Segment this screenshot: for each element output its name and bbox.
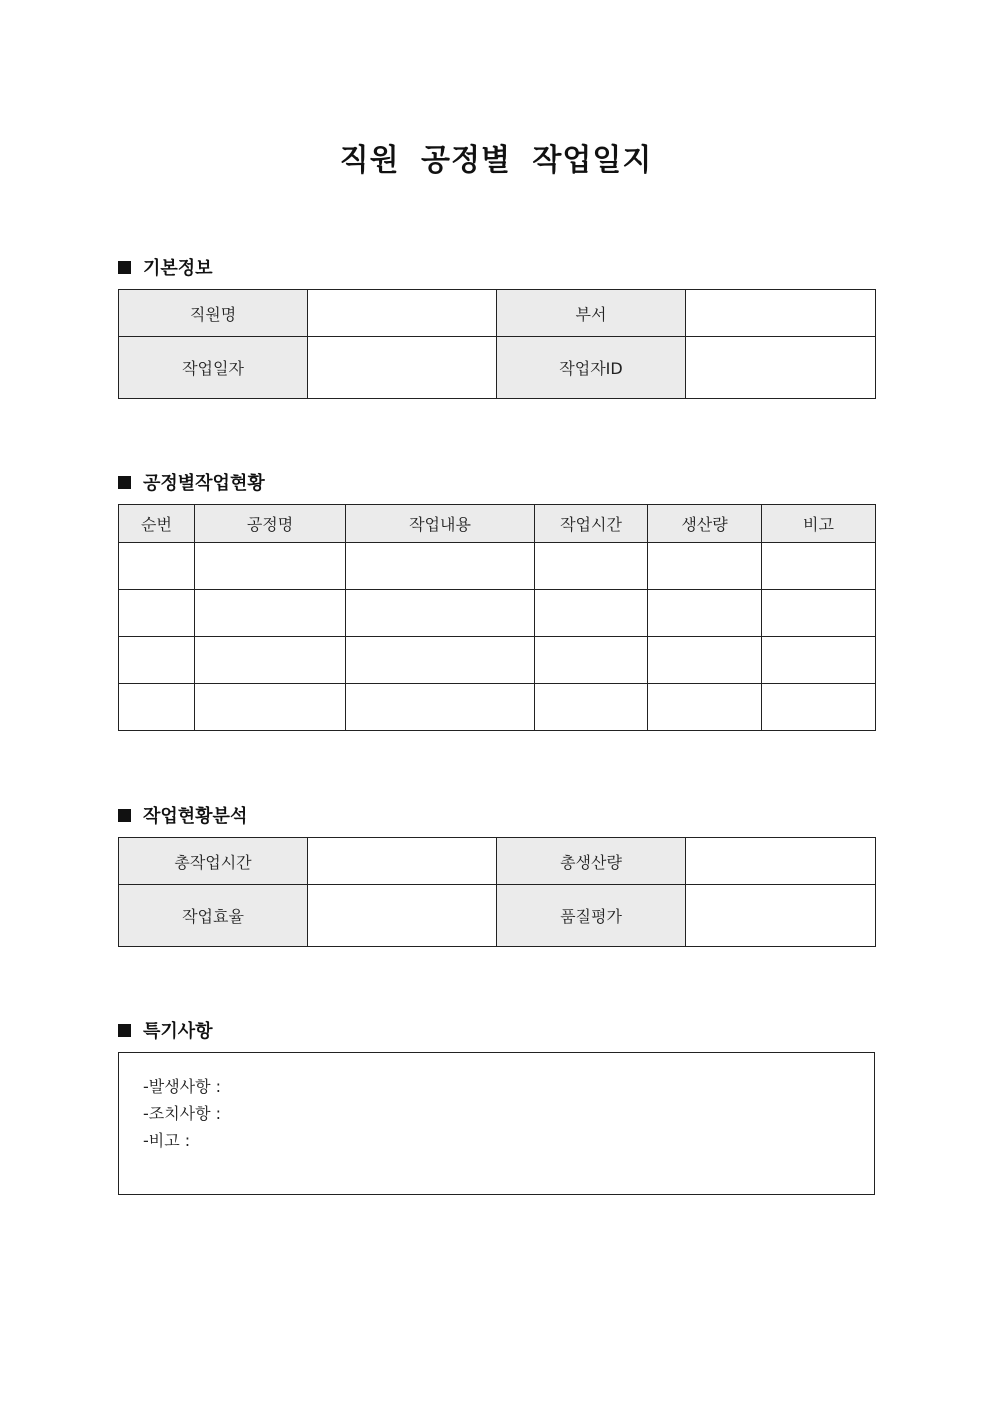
- table-row: [119, 543, 876, 590]
- table-cell[interactable]: [195, 590, 346, 637]
- table-cell[interactable]: [119, 590, 195, 637]
- value-cell[interactable]: [308, 290, 497, 337]
- table-cell[interactable]: [762, 684, 876, 731]
- table-row: [119, 637, 876, 684]
- column-header: 작업내용: [346, 505, 535, 543]
- table-row: [119, 684, 876, 731]
- value-cell[interactable]: [308, 885, 497, 947]
- label-cell: 품질평가: [497, 885, 686, 947]
- label-cell: 부서: [497, 290, 686, 337]
- note-line-occurrence: -발생사항 :: [143, 1077, 222, 1096]
- table-cell[interactable]: [535, 637, 648, 684]
- column-header: 생산량: [648, 505, 762, 543]
- table-cell[interactable]: [648, 637, 762, 684]
- table-cell[interactable]: [648, 590, 762, 637]
- table-cell[interactable]: [119, 637, 195, 684]
- table-header-row: [119, 505, 876, 543]
- table-cell[interactable]: [346, 590, 535, 637]
- table-cell[interactable]: [535, 590, 648, 637]
- square-bullet-icon: [118, 1024, 131, 1037]
- label-cell: 작업자ID: [497, 337, 686, 399]
- table-cell[interactable]: [648, 543, 762, 590]
- analysis-table: [118, 837, 876, 947]
- label-cell: 직원명: [119, 290, 308, 337]
- section-heading-basic: [118, 254, 213, 280]
- value-cell[interactable]: [686, 337, 876, 399]
- note-line-action: -조치사항 :: [143, 1104, 222, 1123]
- label-cell: 총생산량: [497, 838, 686, 885]
- column-header: 순번: [119, 505, 195, 543]
- table-cell[interactable]: [535, 684, 648, 731]
- section-heading-label: 특기사항: [143, 1021, 213, 1042]
- value-cell[interactable]: [686, 290, 876, 337]
- table-cell[interactable]: [762, 543, 876, 590]
- section-heading-notes: [118, 1017, 213, 1043]
- table-row: [119, 337, 876, 399]
- value-cell[interactable]: [686, 838, 876, 885]
- table-cell[interactable]: [535, 543, 648, 590]
- column-header: 작업시간: [535, 505, 648, 543]
- square-bullet-icon: [118, 476, 131, 489]
- table-cell[interactable]: [346, 684, 535, 731]
- square-bullet-icon: [118, 809, 131, 822]
- value-cell[interactable]: [686, 885, 876, 947]
- section-heading-analysis: [118, 802, 247, 828]
- table-cell[interactable]: [762, 637, 876, 684]
- value-cell[interactable]: [308, 337, 497, 399]
- table-cell[interactable]: [648, 684, 762, 731]
- table-cell[interactable]: [195, 684, 346, 731]
- table-cell[interactable]: [762, 590, 876, 637]
- basic-info-table: [118, 289, 876, 399]
- value-cell[interactable]: [308, 838, 497, 885]
- table-cell[interactable]: [346, 637, 535, 684]
- table-row: [119, 290, 876, 337]
- column-header: 비고: [762, 505, 876, 543]
- notes-box[interactable]: [118, 1052, 875, 1195]
- table-row: [119, 885, 876, 947]
- page-title: 직원 공정별 작업일지: [339, 143, 653, 178]
- table-cell[interactable]: [119, 684, 195, 731]
- section-heading-process: [118, 469, 265, 495]
- column-header: 공정명: [195, 505, 346, 543]
- table-row: [119, 590, 876, 637]
- note-line-remarks: -비고 :: [143, 1131, 191, 1150]
- table-cell[interactable]: [346, 543, 535, 590]
- table-cell[interactable]: [195, 637, 346, 684]
- section-heading-label: 작업현황분석: [143, 806, 248, 827]
- label-cell: 작업효율: [119, 885, 308, 947]
- label-cell: 총작업시간: [119, 838, 308, 885]
- section-heading-label: 공정별작업현황: [143, 473, 265, 494]
- table-cell[interactable]: [119, 543, 195, 590]
- square-bullet-icon: [118, 261, 131, 274]
- table-row: [119, 838, 876, 885]
- label-cell: 작업일자: [119, 337, 308, 399]
- process-table: [118, 504, 876, 731]
- table-cell[interactable]: [195, 543, 346, 590]
- section-heading-label: 기본정보: [143, 258, 213, 279]
